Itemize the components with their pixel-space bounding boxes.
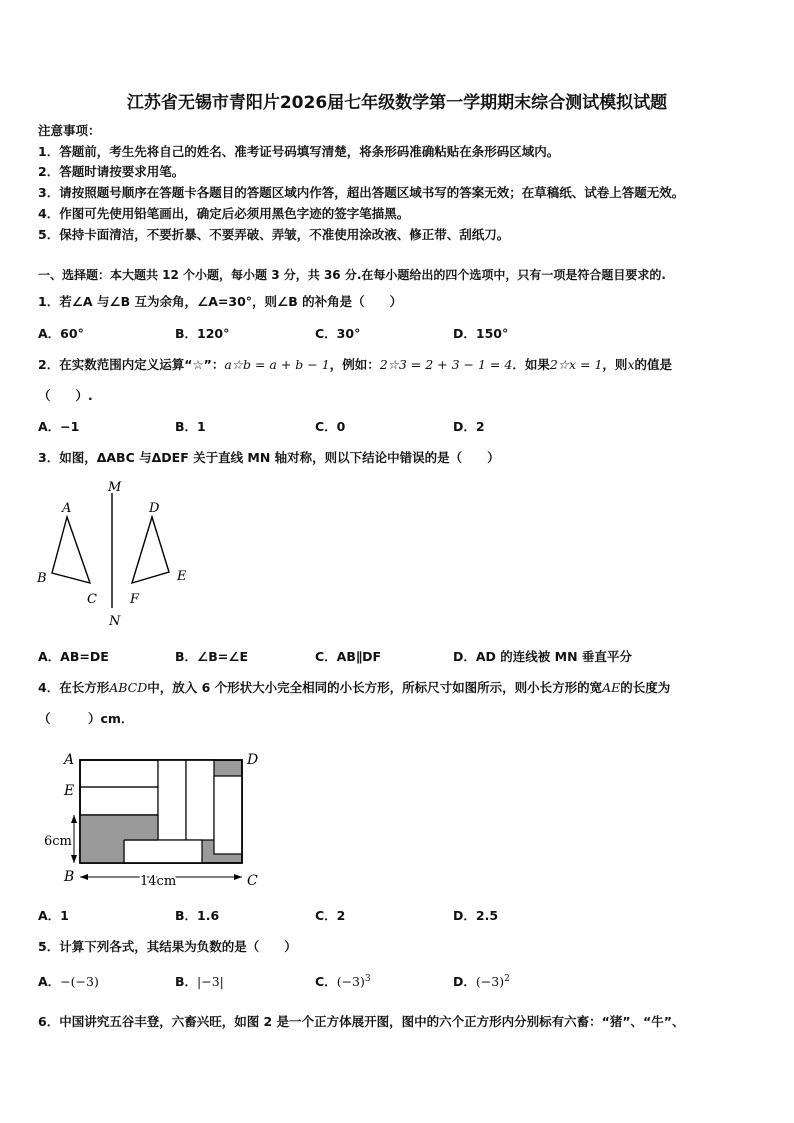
q1-option-d: D．150° [453, 326, 509, 341]
triangle-def [132, 517, 169, 583]
label-b: B [64, 869, 75, 885]
q2-variable: x [627, 357, 635, 372]
notice-item-5: 5．保持卡面清洁，不要折暴、不要弄破、弄皱，不准使用涂改液、修正带、刮纸刀。 [38, 227, 510, 242]
label-a: A [64, 752, 75, 768]
q2-stem-c: ．如果 [512, 357, 550, 372]
label-d: D [247, 752, 259, 768]
label-c: C [247, 873, 258, 889]
q5-option-b [175, 972, 224, 990]
q1-option-b: B．120° [175, 326, 230, 341]
notice-item-4: 4．作图可先使用铅笔画出，确定后必须用黑色字迹的签字笔描黑。 [38, 206, 410, 221]
small-rect-1 [80, 760, 158, 787]
q4-rect-name: ABCD [109, 680, 148, 695]
label-n: N [109, 614, 121, 629]
small-rect-3 [158, 760, 186, 840]
q5-option-a-label: A． [38, 974, 61, 989]
q1-option-a: A．60° [38, 326, 84, 341]
small-rect-6 [124, 840, 202, 863]
q2-stem-e: 的值是 [634, 357, 673, 372]
q4-option-d: D．2.5 [453, 908, 499, 923]
q2-example: 2☆3 = 2 + 3 − 1 = 4 [379, 357, 513, 372]
q5-option-b-expr: |−3| [197, 974, 224, 989]
q5-option-c-label: C． [315, 974, 337, 989]
arrow-down [71, 855, 77, 863]
q3-option-d: D．AD 的连线被 MN 垂直平分 [453, 649, 632, 664]
q5-stem: 5．计算下列各式，其结果为负数的是（ ） [38, 939, 297, 954]
q2-condition: 2☆x = 1 [549, 357, 603, 372]
q5-option-d-label: D． [453, 974, 476, 989]
shaded-left-upper [80, 815, 158, 840]
q2-stem-d: ，则 [602, 357, 628, 372]
q4-stem [38, 678, 670, 696]
arrow-left [80, 874, 88, 880]
q1-stem: 1．若∠A 与∠B 互为余角，∠A=30°，则∠B 的补角是（ ） [38, 294, 403, 309]
q2-stem-a: 2．在实数范围内定义运算“☆”： [38, 357, 225, 372]
q5-option-d [453, 972, 510, 990]
q2-option-c: C．0 [315, 419, 346, 434]
q5-option-c [315, 972, 371, 990]
triangle-abc [52, 517, 90, 583]
q2-option-d: D．2 [453, 419, 485, 434]
q5-option-d-expr: (−3) [475, 974, 505, 989]
q3-option-a: A．AB=DE [38, 649, 109, 664]
label-e: E [177, 569, 187, 584]
q1-option-c: C．30° [315, 326, 361, 341]
q3-option-c: C．AB∥DF [315, 649, 382, 664]
q5-option-c-expr: (−3) [336, 974, 365, 989]
q5-option-a-expr: −(−3) [60, 974, 99, 989]
label-f: F [130, 592, 140, 607]
q4-rectangle-figure [40, 745, 280, 895]
q3-stem: 3．如图，ΔABC 与ΔDEF 关于直线 MN 轴对称，则以下结论中错误的是（ ） [38, 450, 500, 465]
q4-stem-line2: （ ）cm． [38, 711, 134, 726]
label-c: C [87, 592, 97, 607]
label-a: A [62, 501, 72, 516]
small-rect-2 [80, 787, 158, 815]
q5-option-c-exponent: 3 [364, 973, 371, 984]
section-heading: 一、选择题：本大题共 12 个小题，每小题 3 分，共 36 分.在每小题给出的四个选项中，只有一项是符合题目要求的. [38, 268, 666, 282]
label-d: D [149, 501, 160, 516]
q4-ae: AE [602, 680, 621, 695]
q2-option-a: A．−1 [38, 419, 80, 434]
q4-stem-a: 4．在长方形 [38, 680, 110, 695]
shaded-top-right [214, 760, 242, 776]
label-b: B [37, 571, 47, 586]
q5-option-b-label: B． [175, 974, 198, 989]
q6-stem: 6．中国讲究五谷丰登，六畜兴旺，如图 2 是一个正方体展开图，图中的六个正方形内分别标有六畜：“猪”、“牛”、 [38, 1014, 685, 1029]
q4-option-c: C．2 [315, 908, 346, 923]
arrow-right [234, 874, 242, 880]
q2-option-b: B．1 [175, 419, 206, 434]
label-e: E [64, 783, 75, 799]
q4-option-a: A．1 [38, 908, 69, 923]
q4-stem-b: 中，放入 6 个形状大小完全相同的小长方形，所标尺寸如图所示，则小长方形的宽 [147, 680, 603, 695]
q3-symmetry-figure [32, 475, 202, 630]
q3-option-b: B．∠B=∠E [175, 649, 248, 664]
notice-item-2: 2．答题时请按要求用笔。 [38, 164, 185, 179]
notice-item-3: 3．请按照题号顺序在答题卡各题目的答题区域内作答，超出答题区域书写的答案无效；在草稿纸、试卷上答题无效。 [38, 185, 685, 200]
q5-option-d-exponent: 2 [504, 973, 510, 984]
label-m: M [108, 480, 122, 495]
q2-stem-b: ，例如： [329, 357, 380, 372]
small-rect-4 [186, 760, 214, 840]
small-rect-5 [214, 776, 242, 854]
q4-option-b: B．1.6 [175, 908, 220, 923]
page-title: 江苏省无锡市青阳片2026届七年级数学第一学期期末综合测试模拟试题 [126, 93, 668, 113]
q2-stem [38, 355, 672, 373]
label-6cm: 6cm [44, 834, 72, 849]
q5-option-a [38, 972, 99, 990]
notice-item-1: 1．答题前，考生先将自己的姓名、准考证号码填写清楚，将条形码准确粘贴在条形码区域内。 [38, 144, 560, 159]
q2-definition: a☆b = a + b − 1 [224, 357, 330, 372]
arrow-up [71, 815, 77, 823]
q4-stem-c: 的长度为 [620, 680, 671, 695]
notice-heading: 注意事项： [38, 123, 101, 138]
label-14cm: 14cm [140, 874, 177, 889]
q2-stem-line2: （ ）. [38, 388, 93, 403]
